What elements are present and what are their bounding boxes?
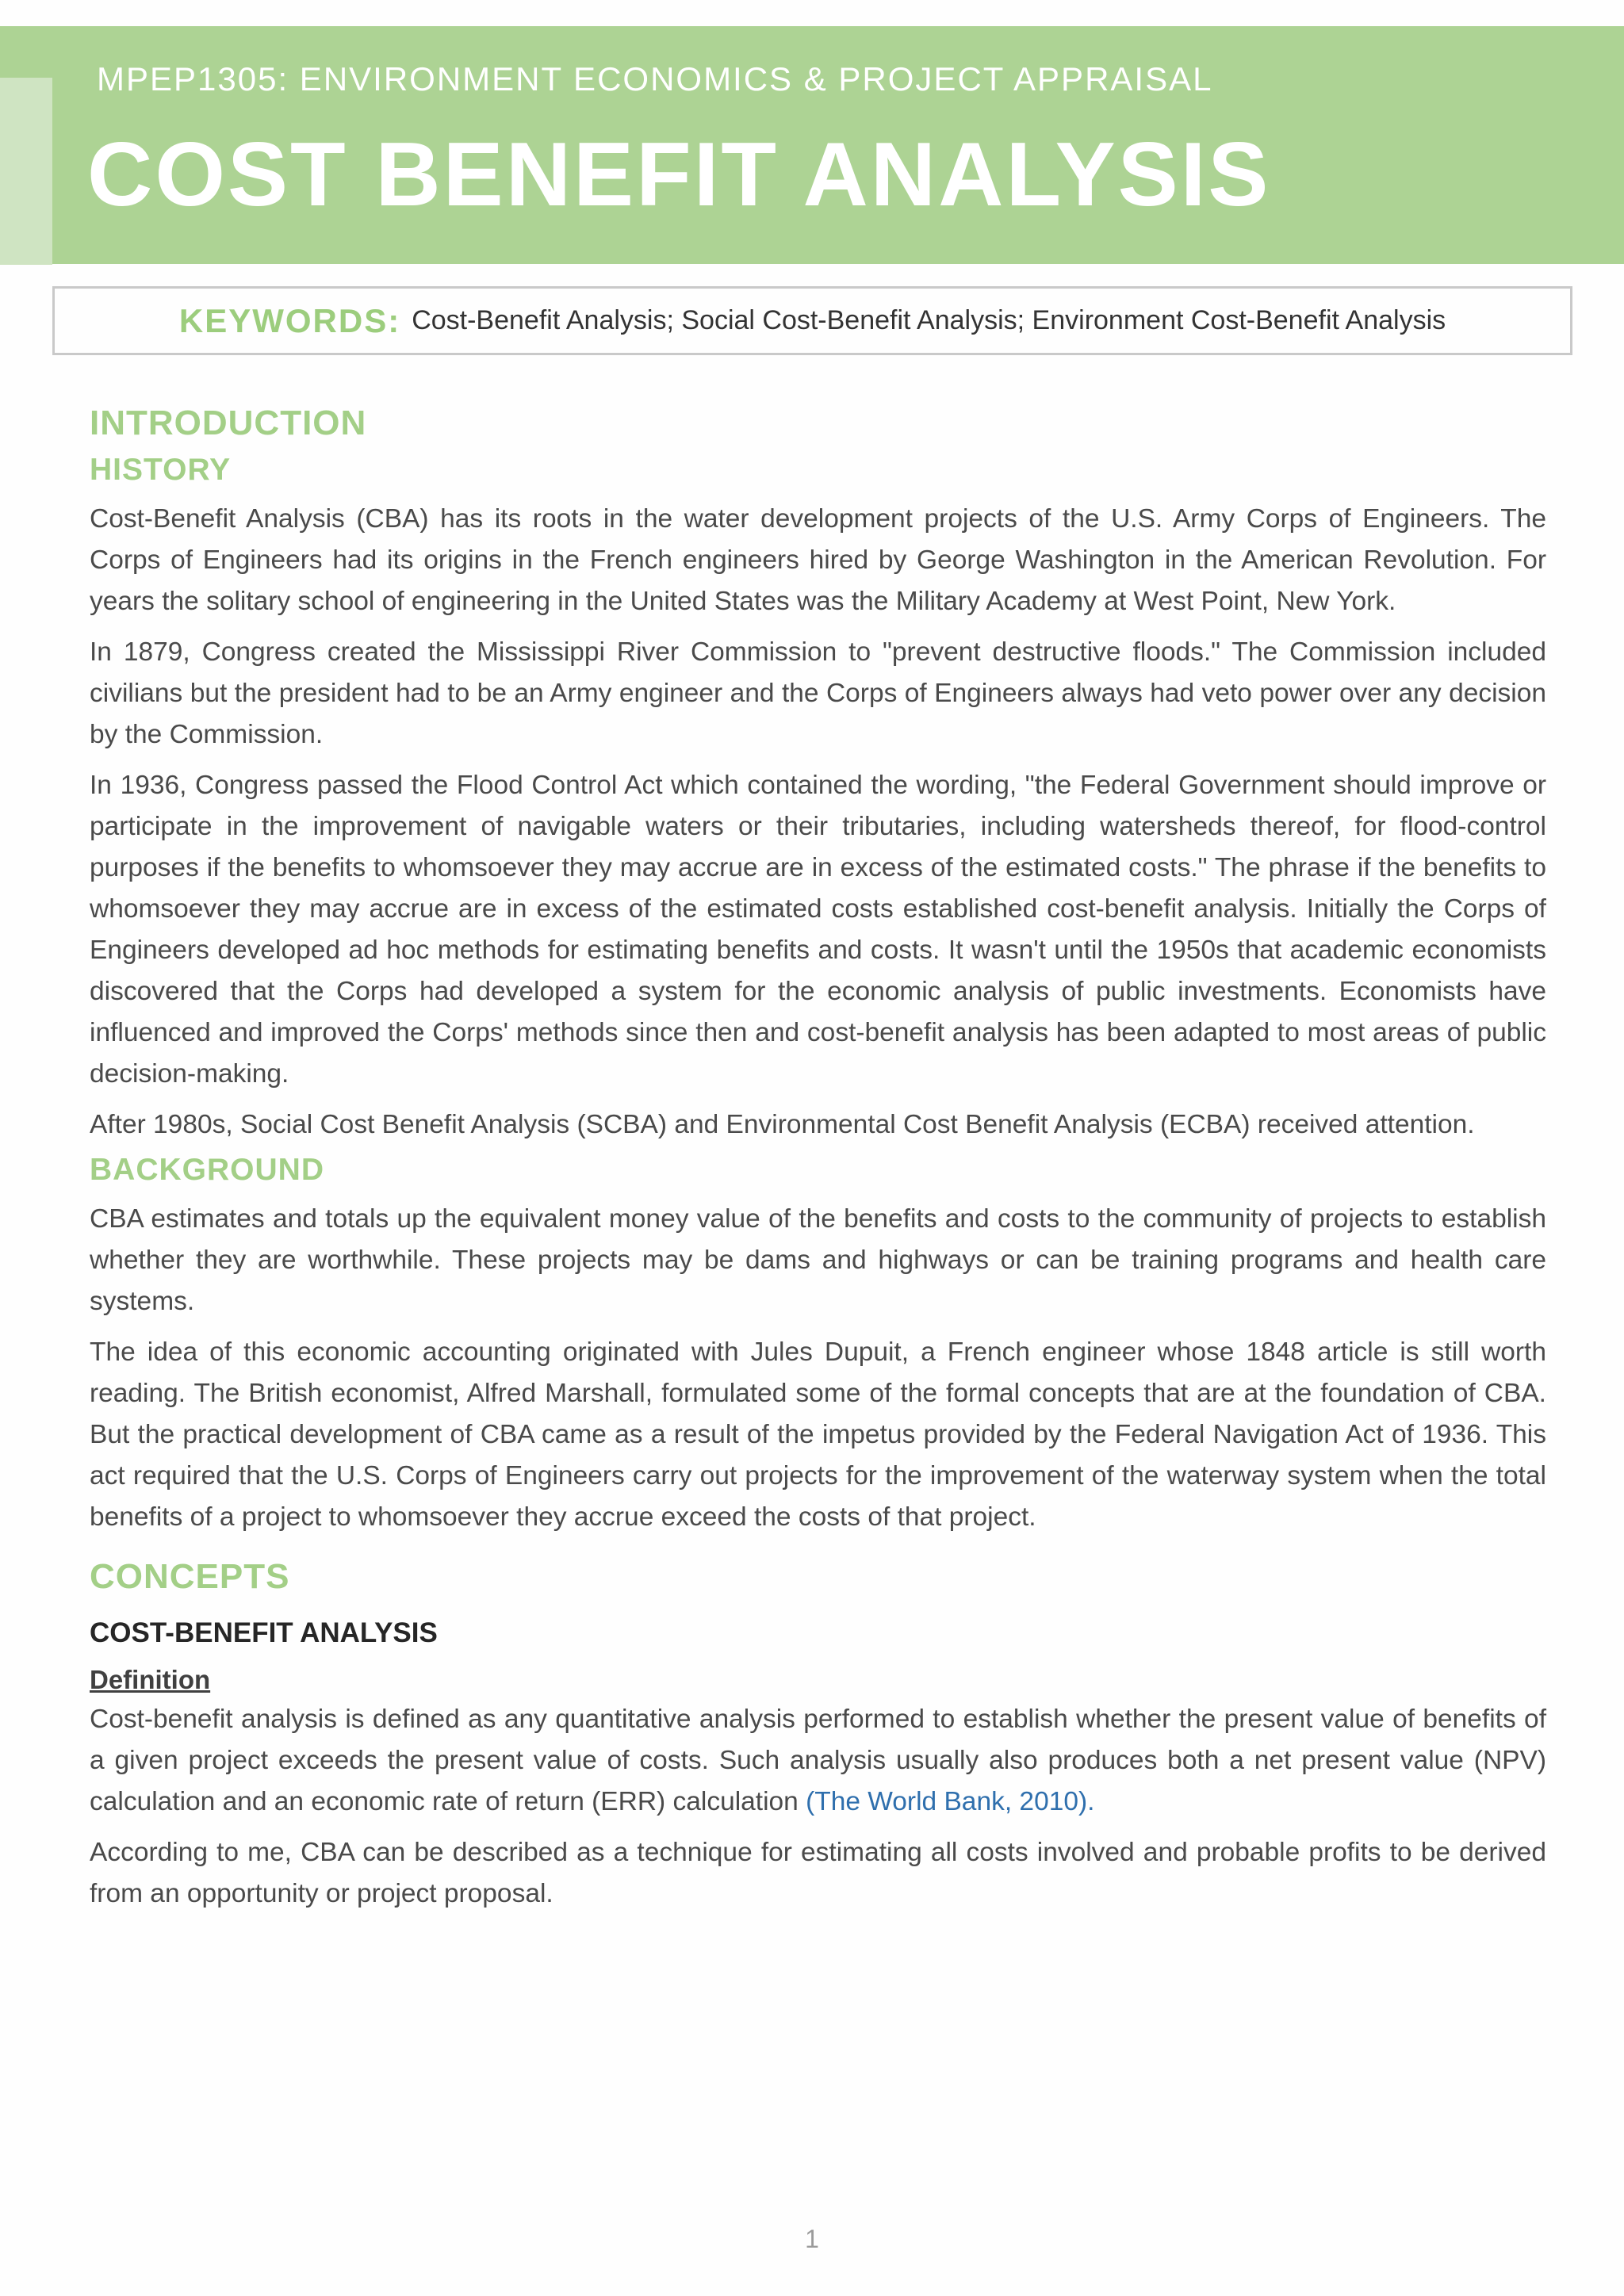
page-number: 1	[805, 2225, 819, 2253]
concepts-heading: CONCEPTS	[90, 1556, 290, 1596]
cba-subheading: COST-BENEFIT ANALYSIS	[90, 1617, 438, 1648]
history-paragraph-3: In 1936, Congress passed the Flood Control Act which contained the wording, "the Federal Government should improve or participate in the improvement of navigable waters or their tributaries, including watersheds thereof, for flood-control purposes if the benefits to whomsoever they may accrue are in excess of the estimated costs." The phrase if the benefits to whomsoever they may accrue are in excess of the estimated costs established cost-benefit analysis. Initially the Corps of Engineers developed ad hoc methods for estimating benefits and costs. It wasn't until the 1950s that academic economists discovered that the Corps had developed a system for the economic analysis of public investments. Economists have influenced and improved the Corps' methods since then and cost-benefit analysis has been adapted to most areas of public decision-making.	[90, 770, 1546, 1089]
history-paragraph-4: After 1980s, Social Cost Benefit Analysis (SCBA) and Environmental Cost Benefit Analysis (ECBA) received attention.	[90, 1109, 1475, 1139]
document-body	[90, 400, 1546, 1915]
keywords-box	[52, 286, 1572, 355]
definition-text: Cost-benefit analysis is defined as any quantitative analysis performed to establish whether the present value of benefits of a given project exceeds the present value of costs. Such analysis usually also produces both a net present value (NPV) calculation and an economic rate of return (ERR) calculation	[90, 1705, 1546, 1817]
world-bank-citation: (The World Bank, 2010).	[806, 1787, 1095, 1817]
header-accent-bar	[0, 78, 52, 265]
history-paragraph-1: Cost-Benefit Analysis (CBA) has its roots in the water development projects of the U.S. Army Corps of Engineers. The Corps of Engineers had its origins in the French engineers hired by George Washington in the American Revolution. For years the solitary school of engineering in the United States was the Military Academy at West Point, New York.	[90, 503, 1546, 616]
definition-heading: Definition	[90, 1665, 211, 1695]
introduction-heading: INTRODUCTION	[90, 404, 367, 442]
definition-paragraph-1	[90, 1699, 1546, 1823]
keywords-text: Cost-Benefit Analysis; Social Cost-Benefit Analysis; Environment Cost-Benefit Analysis	[412, 305, 1446, 335]
course-title: MPEP1305: ENVIRONMENT ECONOMICS & PROJECT APPRAISAL	[97, 60, 1213, 98]
background-heading: BACKGROUND	[90, 1152, 324, 1187]
keywords-label: KEYWORDS:	[178, 301, 401, 339]
history-paragraph-2: In 1879, Congress created the Mississippi River Commission to "prevent destructive floods." The Commission included civilians but the president had to be an Army engineer and the Corps of Engineers always had veto power over any decision by the Commission.	[90, 637, 1546, 749]
background-paragraph-1: CBA estimates and totals up the equivalent money value of the benefits and costs to the community of projects to establish whether they are worthwhile. These projects may be dams and highways or can be training programs and health care systems.	[90, 1203, 1546, 1316]
document-title: COST BENEFIT ANALYSIS	[87, 124, 1271, 225]
definition-paragraph-2: According to me, CBA can be described as a technique for estimating all costs involved and probable profits to be derived from an opportunity or project proposal.	[90, 1838, 1546, 1909]
background-paragraph-2: The idea of this economic accounting originated with Jules Dupuit, a French engineer whose 1848 article is still worth reading. The British economist, Alfred Marshall, formulated some of the formal concepts that are at the foundation of CBA. But the practical development of CBA came as a result of the impetus provided by the Federal Navigation Act of 1936. This act required that the U.S. Corps of Engineers carry out projects for the improvement of the waterway system when the total benefits of a project to whomsoever they accrue exceed the costs of that project.	[90, 1337, 1546, 1532]
history-heading: HISTORY	[90, 453, 232, 488]
